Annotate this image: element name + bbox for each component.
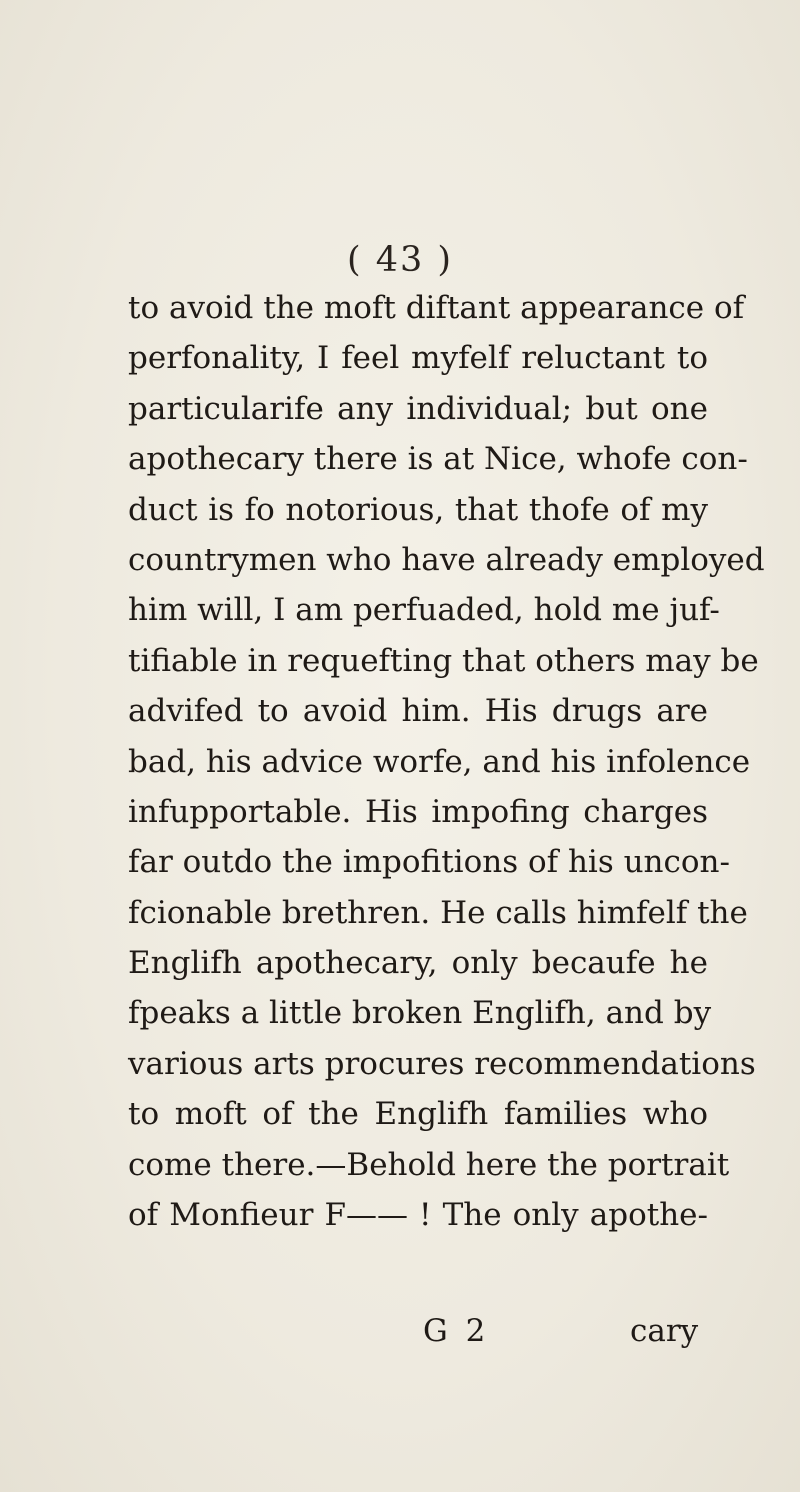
text-line: particularife any individual; but one (128, 390, 708, 427)
text-line: duct is fo notorious, that thofe of my (128, 491, 708, 528)
page-number: ( 43 ) (346, 240, 454, 280)
catchword: cary (630, 1313, 699, 1349)
signature-mark: G 2 (423, 1313, 490, 1349)
text-line: of Monfieur F—— ! The only apothe- (128, 1197, 708, 1234)
text-line: fcionable brethren. He calls himfelf the (128, 894, 748, 931)
text-line: him will, I am perfuaded, hold me juf- (128, 592, 720, 629)
text-line: infupportable. His impofing charges (128, 793, 708, 830)
text-line: advifed to avoid him. His drugs are (128, 693, 708, 730)
text-line: perfonality, I feel myfelf reluctant to (128, 340, 708, 377)
text-line: tifiable in requefting that others may be (128, 642, 759, 679)
text-line: to moft of the Englifh families who (128, 1096, 708, 1133)
text-line: various arts procures recommendations (128, 1045, 756, 1082)
page-footer (0, 1313, 800, 1363)
body-text (128, 283, 765, 1240)
text-line: countrymen who have already employed (128, 541, 765, 578)
text-line: apothecary there is at Nice, whofe con- (128, 441, 748, 478)
text-line: far outdo the impofitions of his uncon- (128, 844, 730, 881)
text-line: come there.—Behold here the portrait (128, 1146, 730, 1183)
text-line: bad, his advice worfe, and his infolence (128, 743, 751, 780)
text-line: to avoid the moft diftant appearance of (128, 290, 745, 326)
text-line: Englifh apothecary, only becaufe he (128, 945, 708, 982)
text-line: fpeaks a little broken Englifh, and by (128, 995, 712, 1032)
